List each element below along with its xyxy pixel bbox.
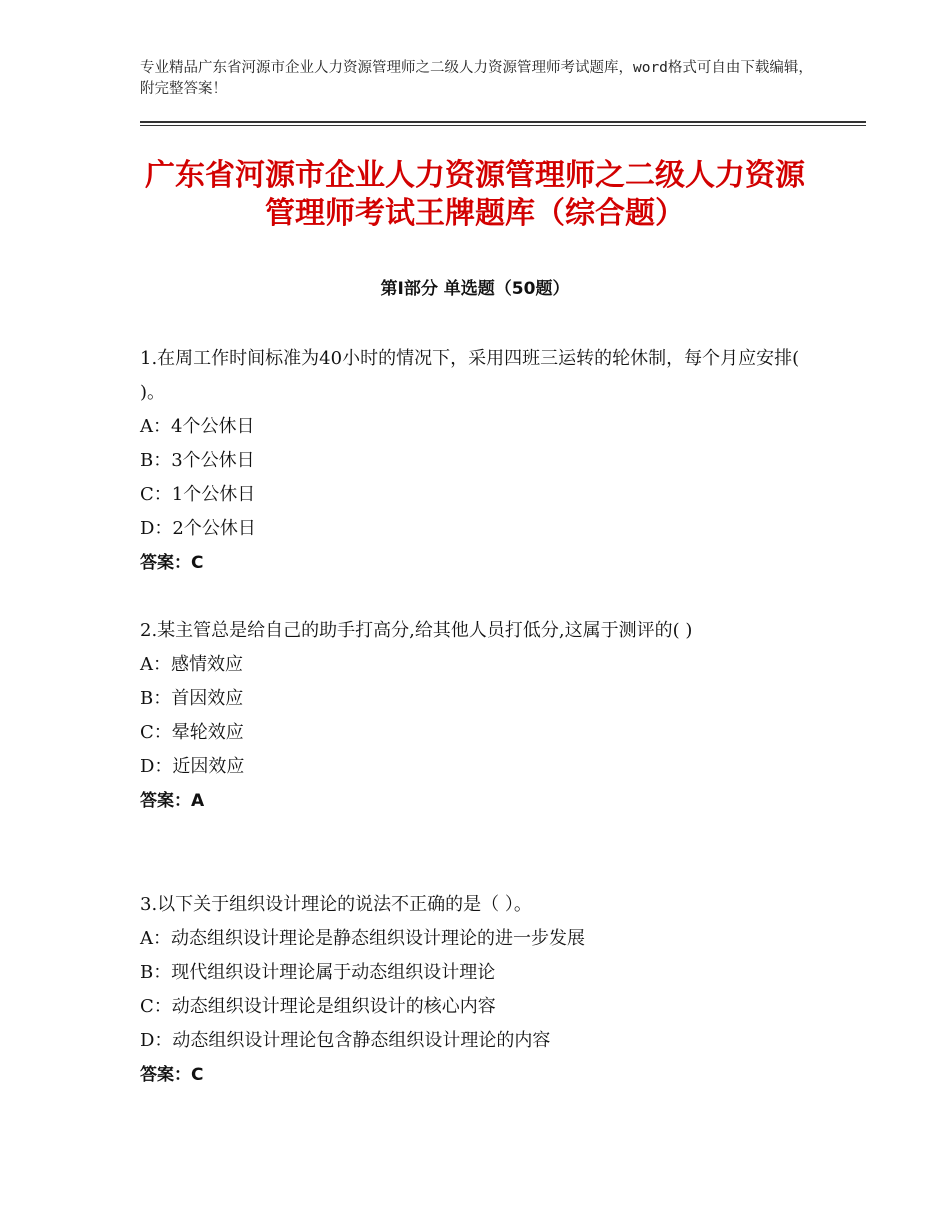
option-c: C：晕轮效应: [140, 722, 244, 743]
option-b: B：现代组织设计理论属于动态组织设计理论: [140, 962, 496, 983]
question-stem: 1.在周工作时间标准为40小时的情况下，采用四班三运转的轮休制，每个月应安排( )。: [140, 348, 800, 403]
question-stem: 2.某主管总是给自己的助手打高分,给其他人员打低分,这属于测评的( ): [140, 620, 693, 641]
document-title: 广东省河源市企业人力资源管理师之二级人力资源管理师考试王牌题库（综合题）: [145, 158, 805, 231]
answer: 答案：C: [140, 553, 204, 573]
option-c: C：1个公休日: [140, 484, 256, 505]
answer: 答案：C: [140, 1065, 204, 1085]
question-stem: 3.以下关于组织设计理论的说法不正确的是（ ）。: [140, 894, 532, 915]
section-title: 第Ⅰ部分 单选题（50题）: [380, 279, 570, 299]
header-divider-thin: [140, 125, 866, 126]
option-c: C：动态组织设计理论是组织设计的核心内容: [140, 996, 496, 1017]
answer: 答案：A: [140, 791, 205, 811]
option-b: B：首因效应: [140, 688, 244, 709]
option-b: B：3个公休日: [140, 450, 255, 471]
question-1: [140, 342, 820, 580]
header-note: 专业精品广东省河源市企业人力资源管理师之二级人力资源管理师考试题库，word格式可自由下载编辑，附完整答案！: [140, 60, 813, 97]
option-d: D：动态组织设计理论包含静态组织设计理论的内容: [140, 1030, 551, 1051]
option-a: A：4个公休日: [140, 416, 255, 437]
option-d: D：近因效应: [140, 756, 245, 777]
option-a: A：动态组织设计理论是静态组织设计理论的进一步发展: [140, 928, 585, 949]
option-d: D：2个公休日: [140, 518, 256, 539]
option-a: A：感情效应: [140, 654, 243, 675]
question-3: [140, 888, 820, 1092]
header-divider-thick: [140, 121, 866, 123]
question-2: [140, 614, 820, 818]
